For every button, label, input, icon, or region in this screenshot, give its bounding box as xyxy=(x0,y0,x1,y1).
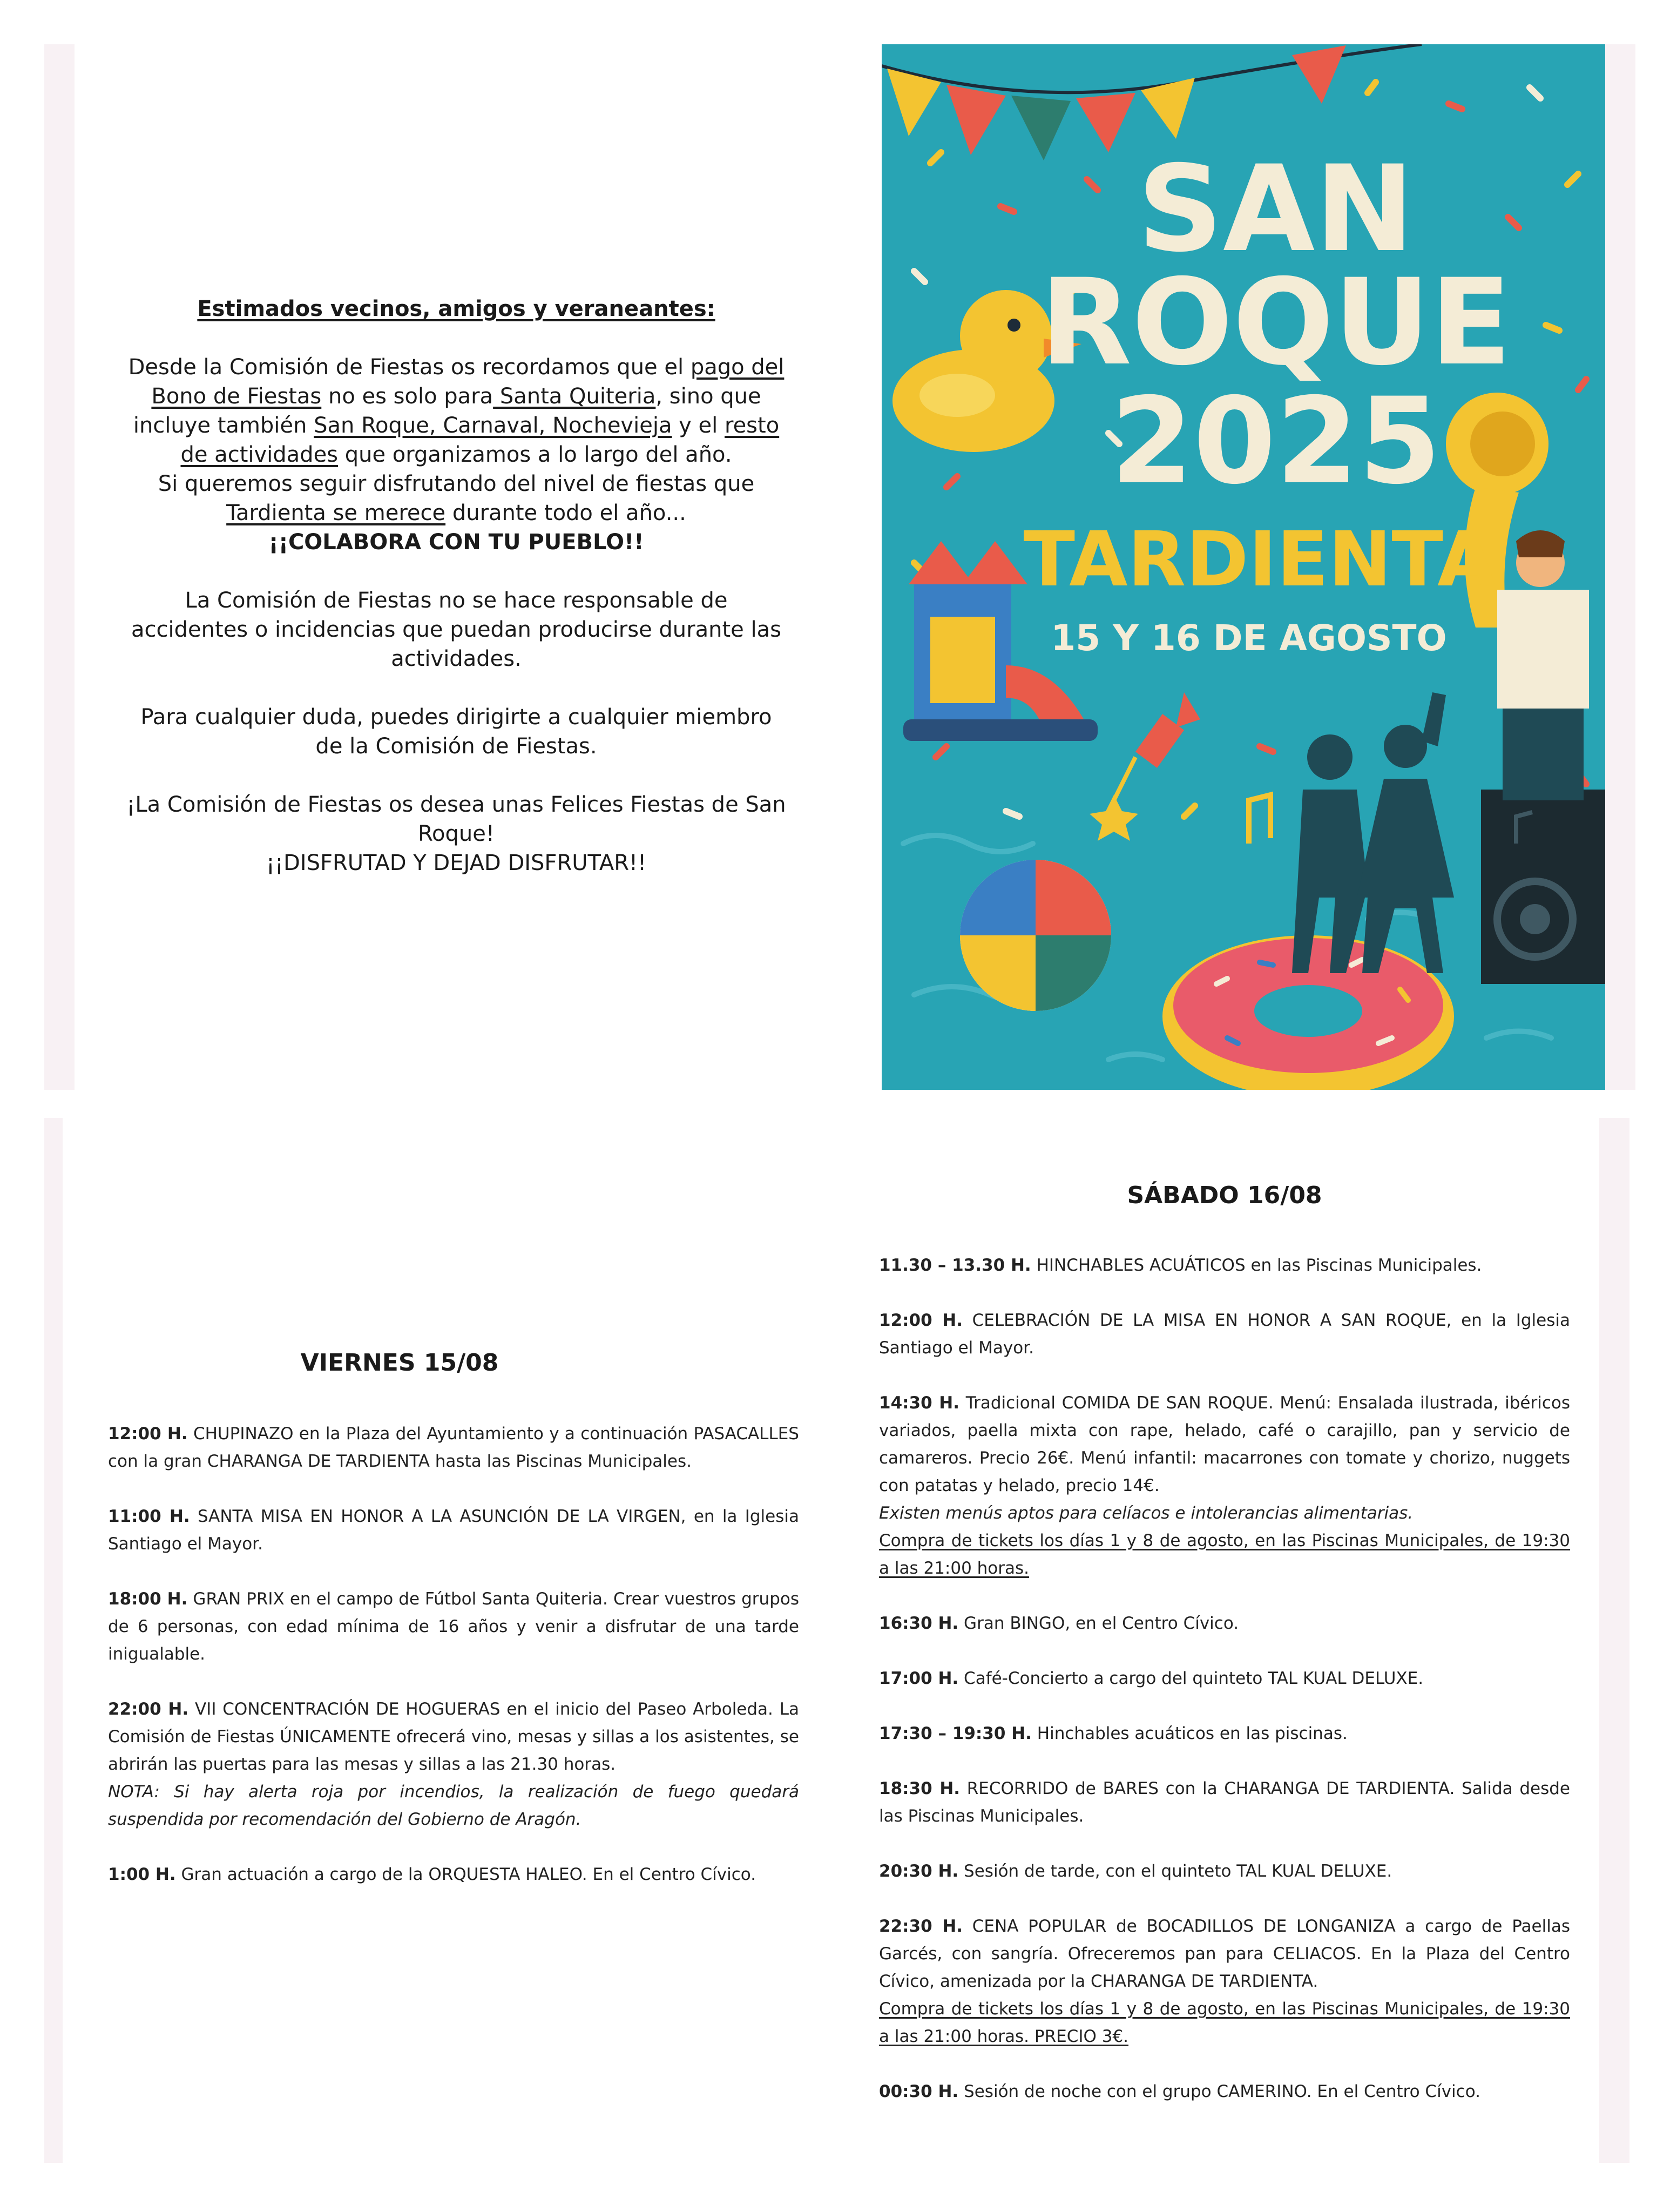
friday-event-misa xyxy=(108,1503,799,1558)
event-time: 18:00 H. xyxy=(108,1589,188,1609)
friday-event-chupinazo xyxy=(108,1420,799,1475)
page-edge-strip xyxy=(44,44,75,1090)
ticket-info-link[interactable]: Compra de tickets los días 1 y 8 de agosto, en las Piscinas Municipales, de 19:30 a las 21:00 horas. xyxy=(879,1531,1570,1578)
page-edge-strip xyxy=(1605,44,1635,1090)
event-time: 00:30 H. xyxy=(879,2082,959,2101)
event-time: 11.30 – 13.30 H. xyxy=(879,1256,1031,1275)
event-note: Existen menús aptos para celíacos e intolerancias alimentarias. xyxy=(879,1503,1414,1523)
letter-greeting: Estimados vecinos, amigos y veraneantes: xyxy=(197,296,715,321)
event-time: 17:00 H. xyxy=(879,1669,959,1688)
letter-paragraph-responsibility: La Comisión de Fiestas no se hace responsable de accidentes o incidencias que puedan producirse durante las actividades. xyxy=(131,588,781,671)
letter-paragraph-bono xyxy=(124,353,788,557)
friday-event-hogueras xyxy=(108,1696,799,1833)
letter-text: , sino que incluye también xyxy=(133,384,761,438)
poster-title-san: SAN xyxy=(1137,140,1415,278)
event-time: 20:30 H. xyxy=(879,1862,959,1881)
saturday-event-sesion-tarde xyxy=(879,1858,1570,1885)
poster-title-year: 2025 xyxy=(1110,372,1442,510)
event-time: 18:30 H. xyxy=(879,1779,961,1798)
friday-event-gran-prix xyxy=(108,1586,799,1668)
event-text: CENA POPULAR de BOCADILLOS DE LONGANIZA a cargo de Paellas Garcés, con sangría. Ofreceremos pan para CELIACOS. En la Plaza del Centro Cívico, amenizada por la CHARANGA DE TARDIENTA. xyxy=(879,1917,1570,1991)
event-time: 12:00 H. xyxy=(879,1311,963,1330)
friday-title: VIERNES 15/08 xyxy=(300,1349,499,1377)
saturday-event-hinchables xyxy=(879,1252,1570,1279)
event-text: VII CONCENTRACIÓN DE HOGUERAS en el inicio del Paseo Arboleda. La Comisión de Fiestas ÚNICAMENTE ofrecerá vino, mesas y sillas a los asistentes, se abrirán las puertas para las mesas y sillas a las 21.30 horas. xyxy=(108,1700,799,1774)
letter-text-underlined: pago del Bono de Fiestas xyxy=(151,355,785,409)
event-text: Gran BINGO, en el Centro Cívico. xyxy=(958,1614,1239,1633)
letter-text: durante todo el año... xyxy=(445,501,686,525)
poster-title-roque: ROQUE xyxy=(1040,253,1512,392)
saturday-event-cafe-concierto xyxy=(879,1665,1570,1692)
event-note: NOTA: Si hay alerta roja por incendios, la realización de fuego quedará suspendida por recomendación del Gobierno de Aragón. xyxy=(108,1782,799,1829)
event-time: 17:30 – 19:30 H. xyxy=(879,1724,1032,1743)
saturday-event-bares xyxy=(879,1775,1570,1830)
letter-paragraph-contact: Para cualquier duda, puedes dirigirte a cualquier miembro de la Comisión de Fiestas. xyxy=(140,705,772,759)
saturday-event-hinchables-tarde xyxy=(879,1720,1570,1748)
page-edge-strip xyxy=(44,1118,63,2163)
friday-event-orquesta xyxy=(108,1861,799,1889)
event-time: 11:00 H. xyxy=(108,1507,190,1526)
ticket-info-link[interactable]: Compra de tickets los días 1 y 8 de agosto, en las Piscinas Municipales, de 19:30 a las 21:00 horas. PRECIO 3€. xyxy=(879,1999,1570,2046)
letter-paragraph-enjoy: ¡¡DISFRUTAD Y DEJAD DISFRUTAR!! xyxy=(266,851,647,875)
event-text: CELEBRACIÓN DE LA MISA EN HONOR A SAN ROQUE, en la Iglesia Santiago el Mayor. xyxy=(879,1311,1570,1358)
event-text: CHUPINAZO en la Plaza del Ayuntamiento y a continuación PASACALLES con la gran CHARANGA DE TARDIENTA hasta las Piscinas Municipales. xyxy=(108,1424,799,1471)
letter-block xyxy=(124,294,788,878)
saturday-event-sesion-noche xyxy=(879,2078,1570,2106)
letter-text: que organizamos a lo largo del año. xyxy=(338,442,732,467)
event-text: RECORRIDO de BARES con la CHARANGA DE TARDIENTA. Salida desde las Piscinas Municipales. xyxy=(879,1779,1570,1826)
letter-text-underlined: Tardienta se merece xyxy=(226,501,446,525)
event-time: 22:00 H. xyxy=(108,1700,189,1719)
letter-text: y el xyxy=(672,413,725,438)
letter-text-underlined: San Roque, Carnaval, Nochevieja xyxy=(314,413,672,438)
music-note xyxy=(1249,795,1270,844)
letter-text: Si queremos seguir disfrutando del nivel de fiestas que xyxy=(158,471,755,496)
letter-paragraph-wishes: ¡La Comisión de Fiestas os desea unas Felices Fiestas de San Roque! xyxy=(126,792,786,846)
event-text: Sesión de tarde, con el quinteto TAL KUAL DELUXE. xyxy=(958,1862,1392,1881)
event-text: HINCHABLES ACUÁTICOS en las Piscinas Municipales. xyxy=(1031,1256,1482,1275)
event-text: Tradicional COMIDA DE SAN ROQUE. Menú: Ensalada ilustrada, ibéricos variados, paella mixta con rape, helado, café o carajillo, pan y servicio de camareros. Precio 26€. Menú infantil: macarrones con tomate y chorizo, nuggets con patatas y helado, precio 14€. xyxy=(879,1393,1570,1495)
letter-text: Desde la Comisión de Fiestas os recordamos que el xyxy=(128,355,691,380)
poster-town: TARDIENTA xyxy=(1023,516,1496,604)
saturday-event-bingo xyxy=(879,1610,1570,1637)
event-text: Hinchables acuáticos en las piscinas. xyxy=(1031,1724,1348,1743)
event-text: SANTA MISA EN HONOR A LA ASUNCIÓN DE LA VIRGEN, en la Iglesia Santiago el Mayor. xyxy=(108,1507,799,1554)
event-time: 22:30 H. xyxy=(879,1917,963,1936)
letter-text-underlined: Santa Quiteria xyxy=(493,384,656,409)
event-time: 12:00 H. xyxy=(108,1424,188,1444)
page-edge-strip xyxy=(1599,1118,1629,2163)
poster-dates: 15 Y 16 DE AGOSTO xyxy=(1051,617,1447,659)
saturday-event-cena xyxy=(879,1913,1570,2051)
event-time: 16:30 H. xyxy=(879,1614,959,1633)
event-text: Sesión de noche con el grupo CAMERINO. En el Centro Cívico. xyxy=(958,2082,1480,2101)
speaker xyxy=(1481,790,1605,984)
letter-text-underlined: resto de actividades xyxy=(180,413,780,467)
poster xyxy=(882,44,1605,1090)
saturday-event-comida xyxy=(879,1390,1570,1582)
dancing-couple xyxy=(1292,692,1454,973)
event-time: 1:00 H. xyxy=(108,1865,176,1884)
letter-collaborate-callout: ¡¡COLABORA CON TU PUEBLO!! xyxy=(268,530,644,555)
event-time: 14:30 H. xyxy=(879,1393,960,1413)
saturday-title: SÁBADO 16/08 xyxy=(1127,1182,1322,1209)
letter-text: no es solo para xyxy=(321,384,493,409)
event-text: Gran actuación a cargo de la ORQUESTA HALEO. En el Centro Cívico. xyxy=(175,1865,756,1884)
beach-ball xyxy=(960,860,1111,1011)
event-text: Café-Concierto a cargo del quinteto TAL KUAL DELUXE. xyxy=(958,1669,1424,1688)
saturday-event-misa xyxy=(879,1307,1570,1362)
event-text: GRAN PRIX en el campo de Fútbol Santa Quiteria. Crear vuestros grupos de 6 personas, con edad mínima de 16 años y venir a disfrutar de una tarde inigualable. xyxy=(108,1589,799,1664)
